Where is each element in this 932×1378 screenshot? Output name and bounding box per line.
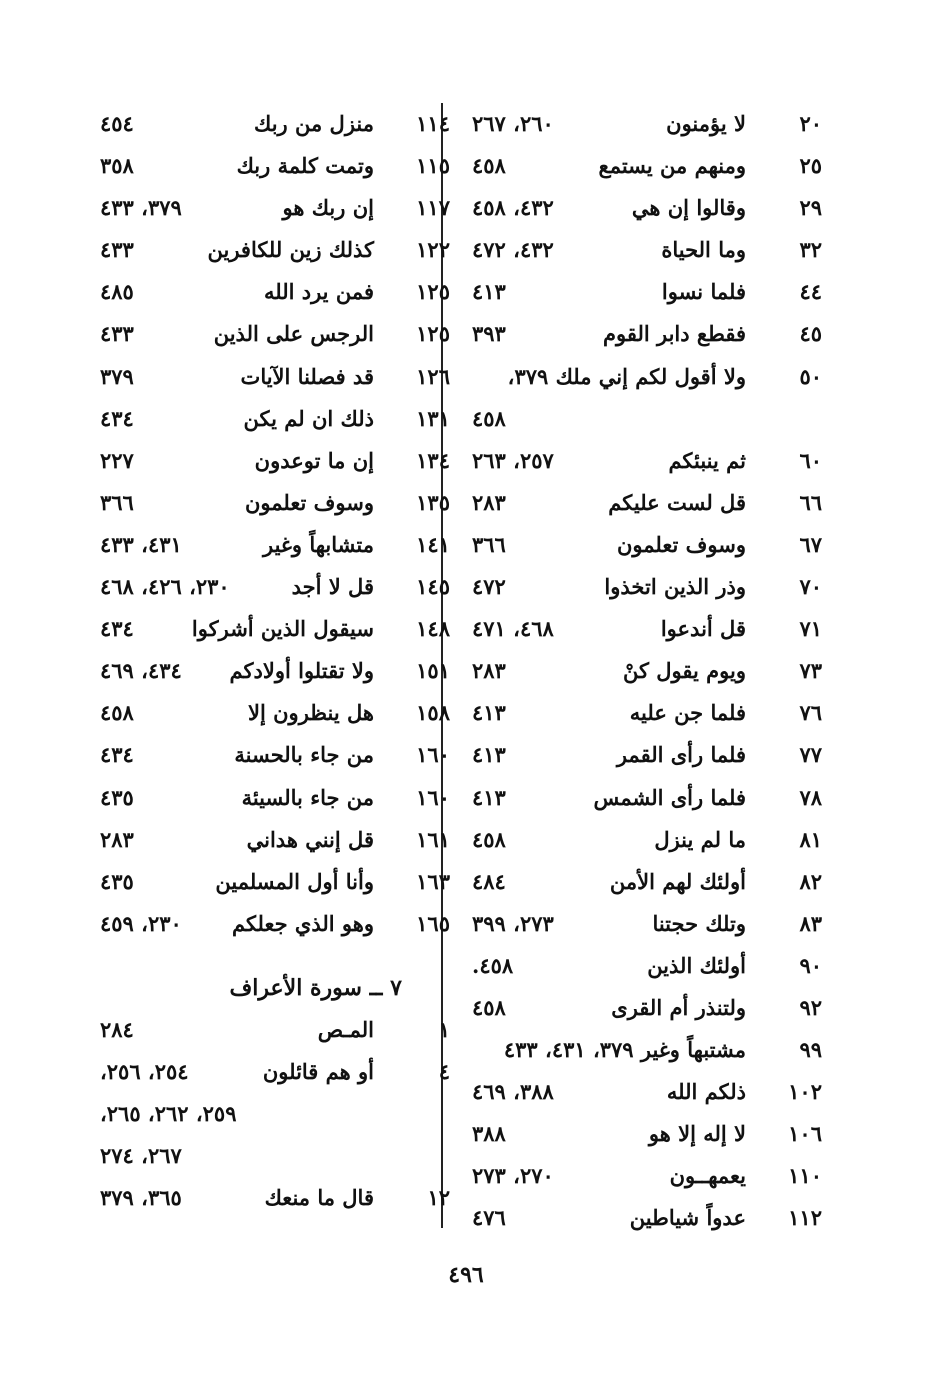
index-entry <box>90 271 450 313</box>
index-entry <box>462 229 822 271</box>
index-entry <box>90 313 450 355</box>
index-entry <box>90 650 450 692</box>
index-entry <box>462 440 822 482</box>
index-entry <box>462 861 822 903</box>
verse-phrase: وقالوا إن هي <box>631 195 746 221</box>
page-references: ٢٨٣ <box>472 658 506 684</box>
verse-number: ١١٥ <box>416 153 450 179</box>
page-references: ٢٣٠، ٤٥٩ <box>100 910 182 936</box>
page-references: ٤٣٢، ٤٧٢ <box>472 237 554 263</box>
verse-number: ٧٠ <box>799 574 822 600</box>
page-references: ٤٣٤ <box>100 742 134 768</box>
verse-number: ١١٧ <box>416 195 450 221</box>
index-entry <box>462 187 822 229</box>
verse-number: ٨١ <box>799 826 822 852</box>
verse-phrase: فلما جن عليه <box>629 700 746 726</box>
page-references: ٤٣١، ٤٣٣ <box>100 531 182 557</box>
verse-phrase: وذر الذين اتخذوا <box>604 574 746 600</box>
verse-number: ١٢٢ <box>416 237 450 263</box>
index-entry <box>90 1009 450 1051</box>
index-entry <box>462 103 822 145</box>
page-references: ٤٥٨. <box>472 952 514 978</box>
page-references: ٤٥٨ <box>472 826 506 852</box>
verse-phrase: ما لم ينزل <box>654 826 746 852</box>
index-entry <box>462 734 822 776</box>
left-entries <box>90 103 450 945</box>
page-number: ٤٩٦ <box>448 1262 484 1288</box>
verse-phrase: عدواً شياطين <box>629 1205 746 1231</box>
verse-phrase: وتمت كلمة ربك <box>236 153 374 179</box>
verse-number: ١٥١ <box>416 658 450 684</box>
index-entry <box>462 819 822 861</box>
index-entry <box>90 1051 450 1093</box>
verse-phrase: فقطع دابر القوم <box>602 321 746 347</box>
verse-number: ١١٠ <box>788 1163 822 1189</box>
index-entry <box>462 524 822 566</box>
page-references: ٣٥٨ <box>100 153 134 179</box>
verse-phrase: لا إله إلا هو <box>648 1121 746 1147</box>
index-entry <box>462 777 822 819</box>
verse-phrase: ويوم يقول كنْ <box>622 658 746 684</box>
page-references: ٤٣٤، ٤٦٩ <box>100 658 182 684</box>
page-references: ٣٦٦ <box>472 531 506 557</box>
page-references: ٤٦٨، ٤٧١ <box>472 616 554 642</box>
page-references: ٣٨٨ <box>472 1121 506 1147</box>
verse-number: ٧٣ <box>799 658 822 684</box>
page-references: ٤٣٥ <box>100 784 134 810</box>
verse-phrase: من جاء بالسيئة <box>241 784 374 810</box>
page-references: ٤١٣ <box>472 279 506 305</box>
verse-number: ١ <box>438 1016 450 1042</box>
verse-number: ١٠٦ <box>788 1121 822 1147</box>
index-entry <box>462 1071 822 1113</box>
verse-number: ١٦٥ <box>416 910 450 936</box>
page-references: ٢٨٤ <box>100 1016 134 1042</box>
verse-number: ٣٢ <box>799 237 822 263</box>
index-entry <box>90 1135 450 1177</box>
verse-number: ١٣١ <box>416 405 450 431</box>
page-references: ٤٨٤ <box>472 868 506 894</box>
index-entry <box>90 1177 450 1219</box>
page-references: ٤٣٣ <box>100 321 134 347</box>
page-references: ٤٣٥ <box>100 868 134 894</box>
left-column <box>90 103 450 1219</box>
verse-number: ١٢٥ <box>416 321 450 347</box>
index-entry <box>462 398 822 440</box>
verse-phrase: ذلكم الله <box>666 1079 746 1105</box>
verse-number: ٦٠ <box>799 447 822 473</box>
verse-number: ٩٢ <box>799 994 822 1020</box>
verse-phrase: ولا تقتلوا أولادكم <box>229 658 374 684</box>
index-entry <box>90 229 450 271</box>
page-references: ٤٣٣ <box>100 237 134 263</box>
index-entry <box>90 861 450 903</box>
verse-number: ١٣٥ <box>416 489 450 515</box>
page-references: ٣٦٦ <box>100 489 134 515</box>
index-entry <box>90 145 450 187</box>
verse-phrase: الرجس على الذين <box>213 321 374 347</box>
index-entry <box>462 356 822 398</box>
index-entry <box>90 482 450 524</box>
verse-number: ٦٧ <box>799 531 822 557</box>
verse-number: ٦٦ <box>799 489 822 515</box>
verse-phrase: لا يؤمنون <box>666 111 746 136</box>
index-entry <box>90 819 450 861</box>
index-entry <box>90 734 450 776</box>
verse-number: ٤٥ <box>799 321 822 347</box>
verse-phrase: إن ما توعدون <box>254 447 374 473</box>
page-references: ٢٥٩، ٢٦٢، ٢٦٥، <box>100 1101 237 1127</box>
verse-phrase: ومنهم من يستمع <box>598 153 746 179</box>
index-entry <box>90 103 450 145</box>
surah-heading-text: ٧ ــ سورة الأعراف <box>229 974 402 1001</box>
verse-phrase: أو هم قائلون <box>262 1059 374 1085</box>
verse-phrase: وسوف تعلمون <box>616 531 746 557</box>
index-entry <box>90 1093 450 1135</box>
page-references: ٤٣٢، ٤٥٨ <box>472 195 554 221</box>
page-references: ٢٥٤، ٢٥٦، <box>100 1059 189 1085</box>
left-entries-after <box>90 1009 450 1219</box>
index-entry <box>462 987 822 1029</box>
verse-phrase: وأنا أول المسلمين <box>215 868 374 894</box>
verse-phrase: سيقول الذين أشركوا <box>191 616 374 642</box>
verse-phrase: ولتنذر أم القرى <box>611 994 746 1020</box>
page-references: ٤٣٤ <box>100 616 134 642</box>
index-entry <box>90 524 450 566</box>
index-entry <box>90 398 450 440</box>
verse-phrase: فلما رأى الشمس <box>593 784 746 810</box>
verse-number: ١٤٨ <box>416 616 450 642</box>
page-references: ٣٨٨، ٤٦٩ <box>472 1079 554 1105</box>
verse-phrase: وما الحياة <box>661 237 746 263</box>
index-entry <box>462 271 822 313</box>
page-references: ٤٥٨ <box>472 153 506 179</box>
index-entry <box>462 145 822 187</box>
page-references: ٢٨٣ <box>100 826 134 852</box>
verse-phrase: فلما رأى القمر <box>616 742 746 768</box>
verse-phrase: ذلك ان لم يكن <box>243 405 374 431</box>
verse-phrase: من جاء بالحسنة <box>234 742 374 768</box>
page-references: ٣٩٣ <box>472 321 506 347</box>
verse-number: ٧٧ <box>799 742 822 768</box>
verse-phrase: إن ربك هو <box>282 195 374 221</box>
verse-phrase: ولا أقول لكم إني ملك ٣٧٩، <box>507 363 746 389</box>
index-entry <box>462 1197 822 1239</box>
index-entry <box>462 1029 822 1071</box>
index-entry <box>462 1113 822 1155</box>
verse-phrase: أولئك الذين <box>647 952 746 978</box>
index-entry <box>462 903 822 945</box>
verse-number: ١١٤ <box>416 111 450 136</box>
index-entry <box>90 440 450 482</box>
section-gap <box>90 945 450 967</box>
verse-phrase: فمن يرد الله <box>263 279 374 305</box>
verse-number: ٢٠ <box>799 111 822 136</box>
verse-phrase: قل لا أجد <box>291 574 374 600</box>
index-entry <box>90 566 450 608</box>
index-entry <box>462 945 822 987</box>
verse-phrase: مشتبهاً وغير ٣٧٩، ٤٣١، ٤٣٣ <box>503 1037 746 1063</box>
page-references: ٢٢٧ <box>100 447 134 473</box>
verse-number: ٨٣ <box>799 910 822 936</box>
verse-number: ١٤٥ <box>416 574 450 600</box>
page-references: ٤٣٤ <box>100 405 134 431</box>
verse-number: ١٢٦ <box>416 363 450 389</box>
verse-number: ١٦١ <box>416 826 450 852</box>
page-references: ٣٦٥، ٣٧٩ <box>100 1185 182 1211</box>
verse-number: ١٣٤ <box>416 447 450 473</box>
page-references: ٤٥٨ <box>472 405 506 431</box>
verse-number: ٧١ <box>799 616 822 642</box>
verse-phrase: أولئك لهم الأمن <box>609 868 746 894</box>
verse-number: ٩٩ <box>799 1037 822 1063</box>
page-references: ٢٥٧، ٢٦٣ <box>472 447 554 473</box>
page-references: ٤٥٨ <box>100 700 134 726</box>
verse-phrase: منزل من ربك <box>254 111 374 136</box>
page-references: ٤١٣ <box>472 742 506 768</box>
verse-phrase: هل ينظرون إلا <box>248 700 374 726</box>
verse-phrase: المـص <box>317 1016 374 1042</box>
page-references: ٣٧٩ <box>100 363 134 389</box>
verse-phrase: قل أندعوا <box>660 616 746 642</box>
verse-number: ١٢٥ <box>416 279 450 305</box>
verse-number: ١٢ <box>427 1185 450 1211</box>
verse-phrase: يعمهــون <box>669 1163 746 1189</box>
index-entry <box>90 903 450 945</box>
verse-number: ١٦٣ <box>416 868 450 894</box>
verse-phrase: وهو الذي جعلكم <box>231 910 374 936</box>
page-references: ٣٧٩، ٤٣٣ <box>100 195 182 221</box>
verse-number: ١٤١ <box>416 531 450 557</box>
verse-number: ٢٥ <box>799 153 822 179</box>
verse-phrase: قد فصلنا الآيات <box>240 363 374 389</box>
verse-number: ١٥٨ <box>416 700 450 726</box>
index-entry <box>90 692 450 734</box>
page-references: ٤٥٤ <box>100 111 134 136</box>
right-column <box>462 103 822 1240</box>
surah-heading <box>90 967 450 1009</box>
page-references: ٢٦٧، ٢٧٤ <box>100 1143 182 1169</box>
index-entry <box>462 482 822 524</box>
verse-phrase: وسوف تعلمون <box>244 489 374 515</box>
page-references: ٢٨٣ <box>472 489 506 515</box>
page-references: ٢٧٣، ٣٩٩ <box>472 910 554 936</box>
verse-number: ٧٦ <box>799 700 822 726</box>
index-entry <box>462 650 822 692</box>
verse-number: ٤٤ <box>799 279 822 305</box>
index-entry <box>462 1155 822 1197</box>
index-entry <box>90 356 450 398</box>
page-references: ٤١٣ <box>472 784 506 810</box>
page-references: ٤٧٦ <box>472 1205 506 1231</box>
index-entry <box>462 566 822 608</box>
page-references: ٢٧٠، ٢٧٣ <box>472 1163 554 1189</box>
verse-number: ٤ <box>438 1059 450 1085</box>
index-entry <box>90 777 450 819</box>
verse-number: ١٠٢ <box>788 1079 822 1105</box>
verse-phrase: فلما نسوا <box>661 279 746 305</box>
verse-number: ٥٠ <box>799 363 822 389</box>
verse-number: ١٦٠ <box>416 742 450 768</box>
verse-phrase: ثم ينبئكم <box>668 447 746 473</box>
verse-phrase: قال ما منعك <box>264 1185 374 1211</box>
verse-phrase: متشابهاً وغير <box>263 531 374 557</box>
page-references: ٤٧٢ <box>472 574 506 600</box>
verse-number: ٨٢ <box>799 868 822 894</box>
verse-number: ٩٠ <box>799 952 822 978</box>
index-entry <box>462 692 822 734</box>
verse-number: ٧٨ <box>799 784 822 810</box>
index-entry <box>90 608 450 650</box>
verse-phrase: كذلك زين للكافرين <box>207 237 374 263</box>
page-references: ٢٣٠، ٤٢٦، ٤٦٨ <box>100 574 230 600</box>
index-entry <box>462 608 822 650</box>
page-references: ٤٥٨ <box>472 994 506 1020</box>
verse-number: ١١٢ <box>788 1205 822 1231</box>
index-entry <box>462 313 822 355</box>
verse-number: ١٦٠ <box>416 784 450 810</box>
verse-phrase: قل لست عليكم <box>608 489 746 515</box>
verse-phrase: قل إنني هداني <box>246 826 374 852</box>
page-references: ٢٦٠، ٢٦٧ <box>472 111 554 136</box>
verse-phrase: وتلك حجتنا <box>652 910 746 936</box>
page-references: ٤٨٥ <box>100 279 134 305</box>
verse-number: ٢٩ <box>799 195 822 221</box>
index-entry <box>90 187 450 229</box>
page-references: ٤١٣ <box>472 700 506 726</box>
